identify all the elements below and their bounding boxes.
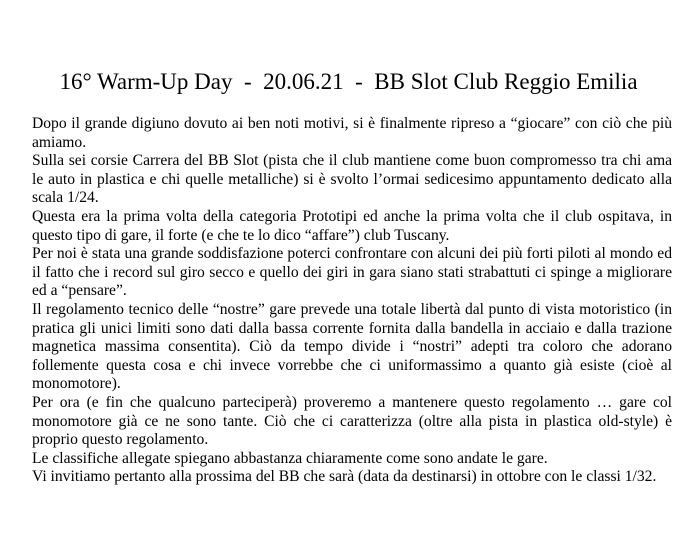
paragraph-5: Il regolamento tecnico delle “nostre” gare prevede una totale libertà dal punto di vista motoristico (in pratica gli unici limiti sono dati dalla bassa corrente fornita dalla bandella in acciaio e dalla trazione magnetica massima consentita). Ciò da tempo divide i “nostri” adepti tra coloro che adorano follemente questa cosa e chi invece vorrebbe che ci uniformassimo a quanto già esiste (cioè al monomotore).	[32, 300, 672, 393]
paragraph-6: Per ora (e fin che qualcuno parteciperà) proveremo a mantenere questo regolamento … gare col monomotore già ce ne sono tante. Ciò che ci caratterizza (oltre alla pista in plastica old-style) è proprio questo regolamento.	[32, 393, 672, 449]
paragraph-8: Vi invitiamo pertanto alla prossima del BB che sarà (data da destinarsi) in ottobre con le classi 1/32.	[32, 468, 657, 486]
paragraph-1: Dopo il grande digiuno dovuto ai ben noti motivi, si è finalmente ripreso a “giocare” con ciò che più amiamo.	[32, 115, 672, 151]
paragraph-2: Sulla sei corsie Carrera del BB Slot (pista che il club mantiene come buon compromesso tra chi ama le auto in plastica e chi quelle metalliche) si è svolto l’ormai sedicesimo appuntamento dedicato alla scala 1/24.	[32, 152, 672, 207]
document-title: 16° Warm-Up Day - 20.06.21 - BB Slot Club Reggio Emilia	[59, 69, 638, 94]
paragraph-4: Per noi è stata una grande soddisfazione poterci confrontare con alcuni dei più forti piloti al mondo ed il fatto che i record sul giro secco e quello dei giri in gara siano stati strabattuti ci spinge a migliorare ed a “pensare”.	[32, 245, 672, 300]
paragraph-3: Questa era la prima volta della categoria Prototipi ed anche la prima volta che il club ospitava, in questo tipo di gare, il forte (e che te lo dico “affare”) club Tuscany.	[32, 207, 672, 244]
document-body	[32, 115, 672, 487]
paragraph-7: Le classifiche allegate spiegano abbastanza chiaramente come sono andate le gare.	[32, 449, 548, 467]
